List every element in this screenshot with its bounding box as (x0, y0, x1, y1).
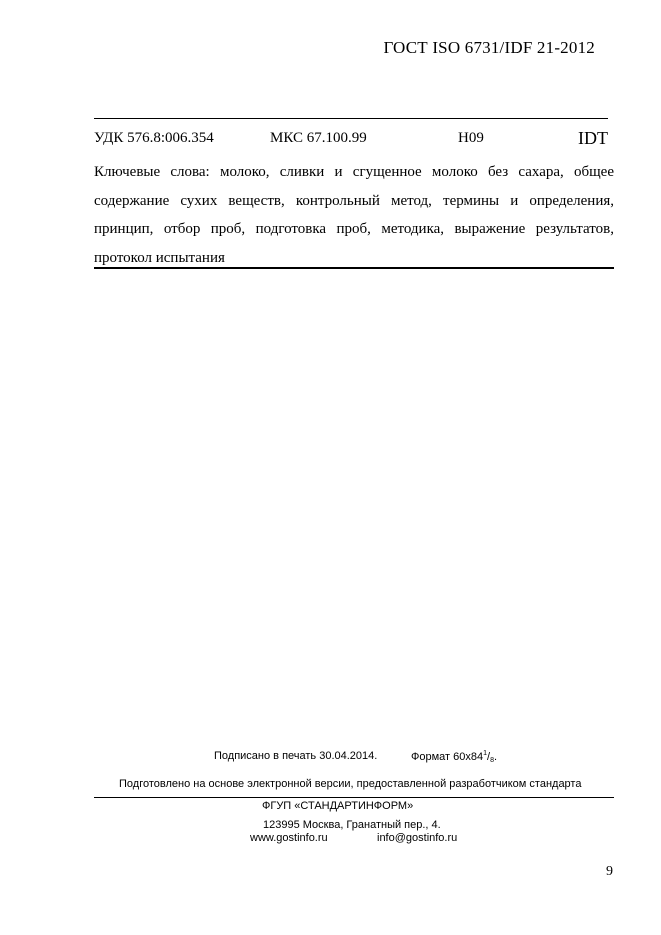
keywords-divider (94, 267, 614, 269)
standard-code: ГОСТ ISO 6731/IDF 21-2012 (383, 38, 595, 57)
publisher-address: 123995 Москва, Гранатный пер., 4. (263, 819, 441, 831)
top-divider (94, 118, 608, 119)
equivalence-code: IDT (578, 128, 608, 148)
mks-code: МКС 67.100.99 (270, 130, 367, 146)
format-fraction-den: 8 (490, 757, 494, 764)
okp-code: Н09 (458, 130, 484, 146)
page-number: 9 (606, 864, 613, 879)
format-suffix: . (493, 751, 498, 763)
imprint-divider (94, 797, 614, 798)
prepared-note: Подготовлено на основе электронной версии, предоставленной разработчиком стандарта (119, 778, 582, 790)
publisher-email[interactable]: info@gostinfo.ru (377, 832, 458, 844)
format-label: Формат 60х84 (411, 751, 484, 763)
keywords-paragraph: Ключевые слова: молоко, сливки и сгущенное молоко без сахара, общее содержание сухих веществ, контрольный метод, термины и определения, принцип, отбор проб, подготовка проб, методика, выражение результатов, протокол испытания (94, 164, 614, 266)
print-format: Формат $60х84^1/_8$. (411, 750, 498, 764)
signed-date: Подписано в печать 30.04.2014. (214, 750, 378, 762)
udk-code: УДК 576.8:006.354 (94, 130, 214, 146)
publisher-name: ФГУП «СТАНДАРТИНФОРМ» (262, 800, 414, 812)
format-fraction-num: 1 (483, 750, 488, 757)
publisher-website[interactable]: www.gostinfo.ru (250, 832, 328, 844)
classification-row (94, 128, 614, 150)
